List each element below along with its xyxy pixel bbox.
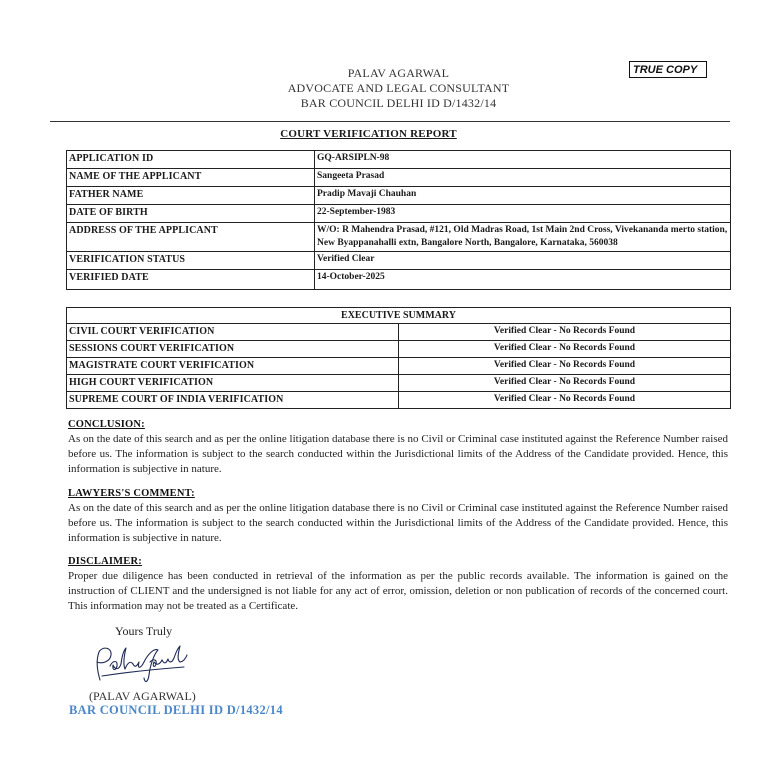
closing-salutation: Yours Truly [115,624,173,638]
table-row [67,223,731,252]
field-label-date-of-birth: DATE OF BIRTH [67,205,315,223]
lawyers-comment-title: LAWYERS'S COMMENT: [68,488,195,499]
field-value-verification-status: Verified Clear [315,252,731,270]
field-value-application-id: GQ-ARSIPLN-98 [315,151,731,169]
lawyers-comment-text: As on the date of this search and as per the online litigation database there is no Civil or Criminal case instituted against the Reference Number raised before us. The information is subject to the search conducted within the Jurisdictional limits of the Address of the Candidate provided. Hence, this information is subjective in nature. [68,502,728,544]
field-label-verification-status: VERIFICATION STATUS [67,252,315,270]
field-label-address: ADDRESS OF THE APPLICANT [67,223,315,252]
table-row [67,375,731,392]
advocate-name: PALAV AGARWAL [347,66,450,80]
table-row [67,270,731,290]
signature-image [88,642,198,690]
field-value-applicant-name: Sangeeta Prasad [315,169,731,187]
court-name-sessions: SESSIONS COURT VERIFICATION [67,341,399,358]
executive-summary-heading: EXECUTIVE SUMMARY [67,308,731,324]
field-value-date-of-birth: 22-September-1983 [315,205,731,223]
conclusion-title: CONCLUSION: [68,419,145,430]
court-name-supreme: SUPREME COURT OF INDIA VERIFICATION [67,392,399,409]
field-value-father-name: Pradip Mavaji Chauhan [315,187,731,205]
advocate-designation: ADVOCATE AND LEGAL CONSULTANT [287,81,510,95]
signer-bar-id: BAR COUNCIL DELHI ID D/1432/14 [69,703,283,717]
court-result-civil: Verified Clear - No Records Found [399,324,731,341]
field-value-address: W/O: R Mahendra Prasad, #121, Old Madras Road, 1st Main 2nd Cross, Vivekananda merto station, New Byappanahalli extn, Bangalore North, Bangalore, Karnataka, 560038 [315,223,731,252]
true-copy-stamp: TRUE COPY [629,61,707,78]
table-row [67,169,731,187]
field-value-verified-date: 14-October-2025 [315,270,731,290]
conclusion-section [68,417,728,477]
letterhead-bar-id: BAR COUNCIL DELHI ID D/1432/14 [300,96,497,110]
report-title: COURT VERIFICATION REPORT [280,128,457,140]
court-name-magistrate: MAGISTRATE COURT VERIFICATION [67,358,399,375]
table-row [67,341,731,358]
table-row [67,358,731,375]
table-header-row [67,308,731,324]
disclaimer-title: DISCLAIMER: [68,556,142,567]
table-row [67,252,731,270]
table-row [67,151,731,169]
table-row [67,324,731,341]
table-row [67,392,731,409]
court-result-high: Verified Clear - No Records Found [399,375,731,392]
table-row [67,187,731,205]
executive-summary-table [66,307,731,409]
disclaimer-section [68,554,728,614]
court-name-high: HIGH COURT VERIFICATION [67,375,399,392]
field-label-verified-date: VERIFIED DATE [67,270,315,290]
applicant-info-table [66,150,731,290]
signer-name: (PALAV AGARWAL) [89,689,196,703]
field-label-applicant-name: NAME OF THE APPLICANT [67,169,315,187]
lawyers-comment-section [68,486,728,546]
field-label-father-name: FATHER NAME [67,187,315,205]
court-name-civil: CIVIL COURT VERIFICATION [67,324,399,341]
field-label-application-id: APPLICATION ID [67,151,315,169]
court-result-magistrate: Verified Clear - No Records Found [399,358,731,375]
table-row [67,205,731,223]
disclaimer-text: Proper due diligence has been conducted in retrieval of the information as per the public records available. The information is gained on the instruction of CLIENT and the undersigned is not liable for any act of error, omission, deletion or non publication of records of the concerned court. This information may not be treated as a Certificate. [68,570,728,612]
court-result-sessions: Verified Clear - No Records Found [399,341,731,358]
court-result-supreme: Verified Clear - No Records Found [399,392,731,409]
header-divider [50,121,730,122]
conclusion-text: As on the date of this search and as per the online litigation database there is no Civil or Criminal case instituted against the Reference Number raised before us. The information is subject to the search conducted within the Jurisdictional limits of the Address of the Candidate provided. Hence, this information is subjective in nature. [68,433,728,475]
